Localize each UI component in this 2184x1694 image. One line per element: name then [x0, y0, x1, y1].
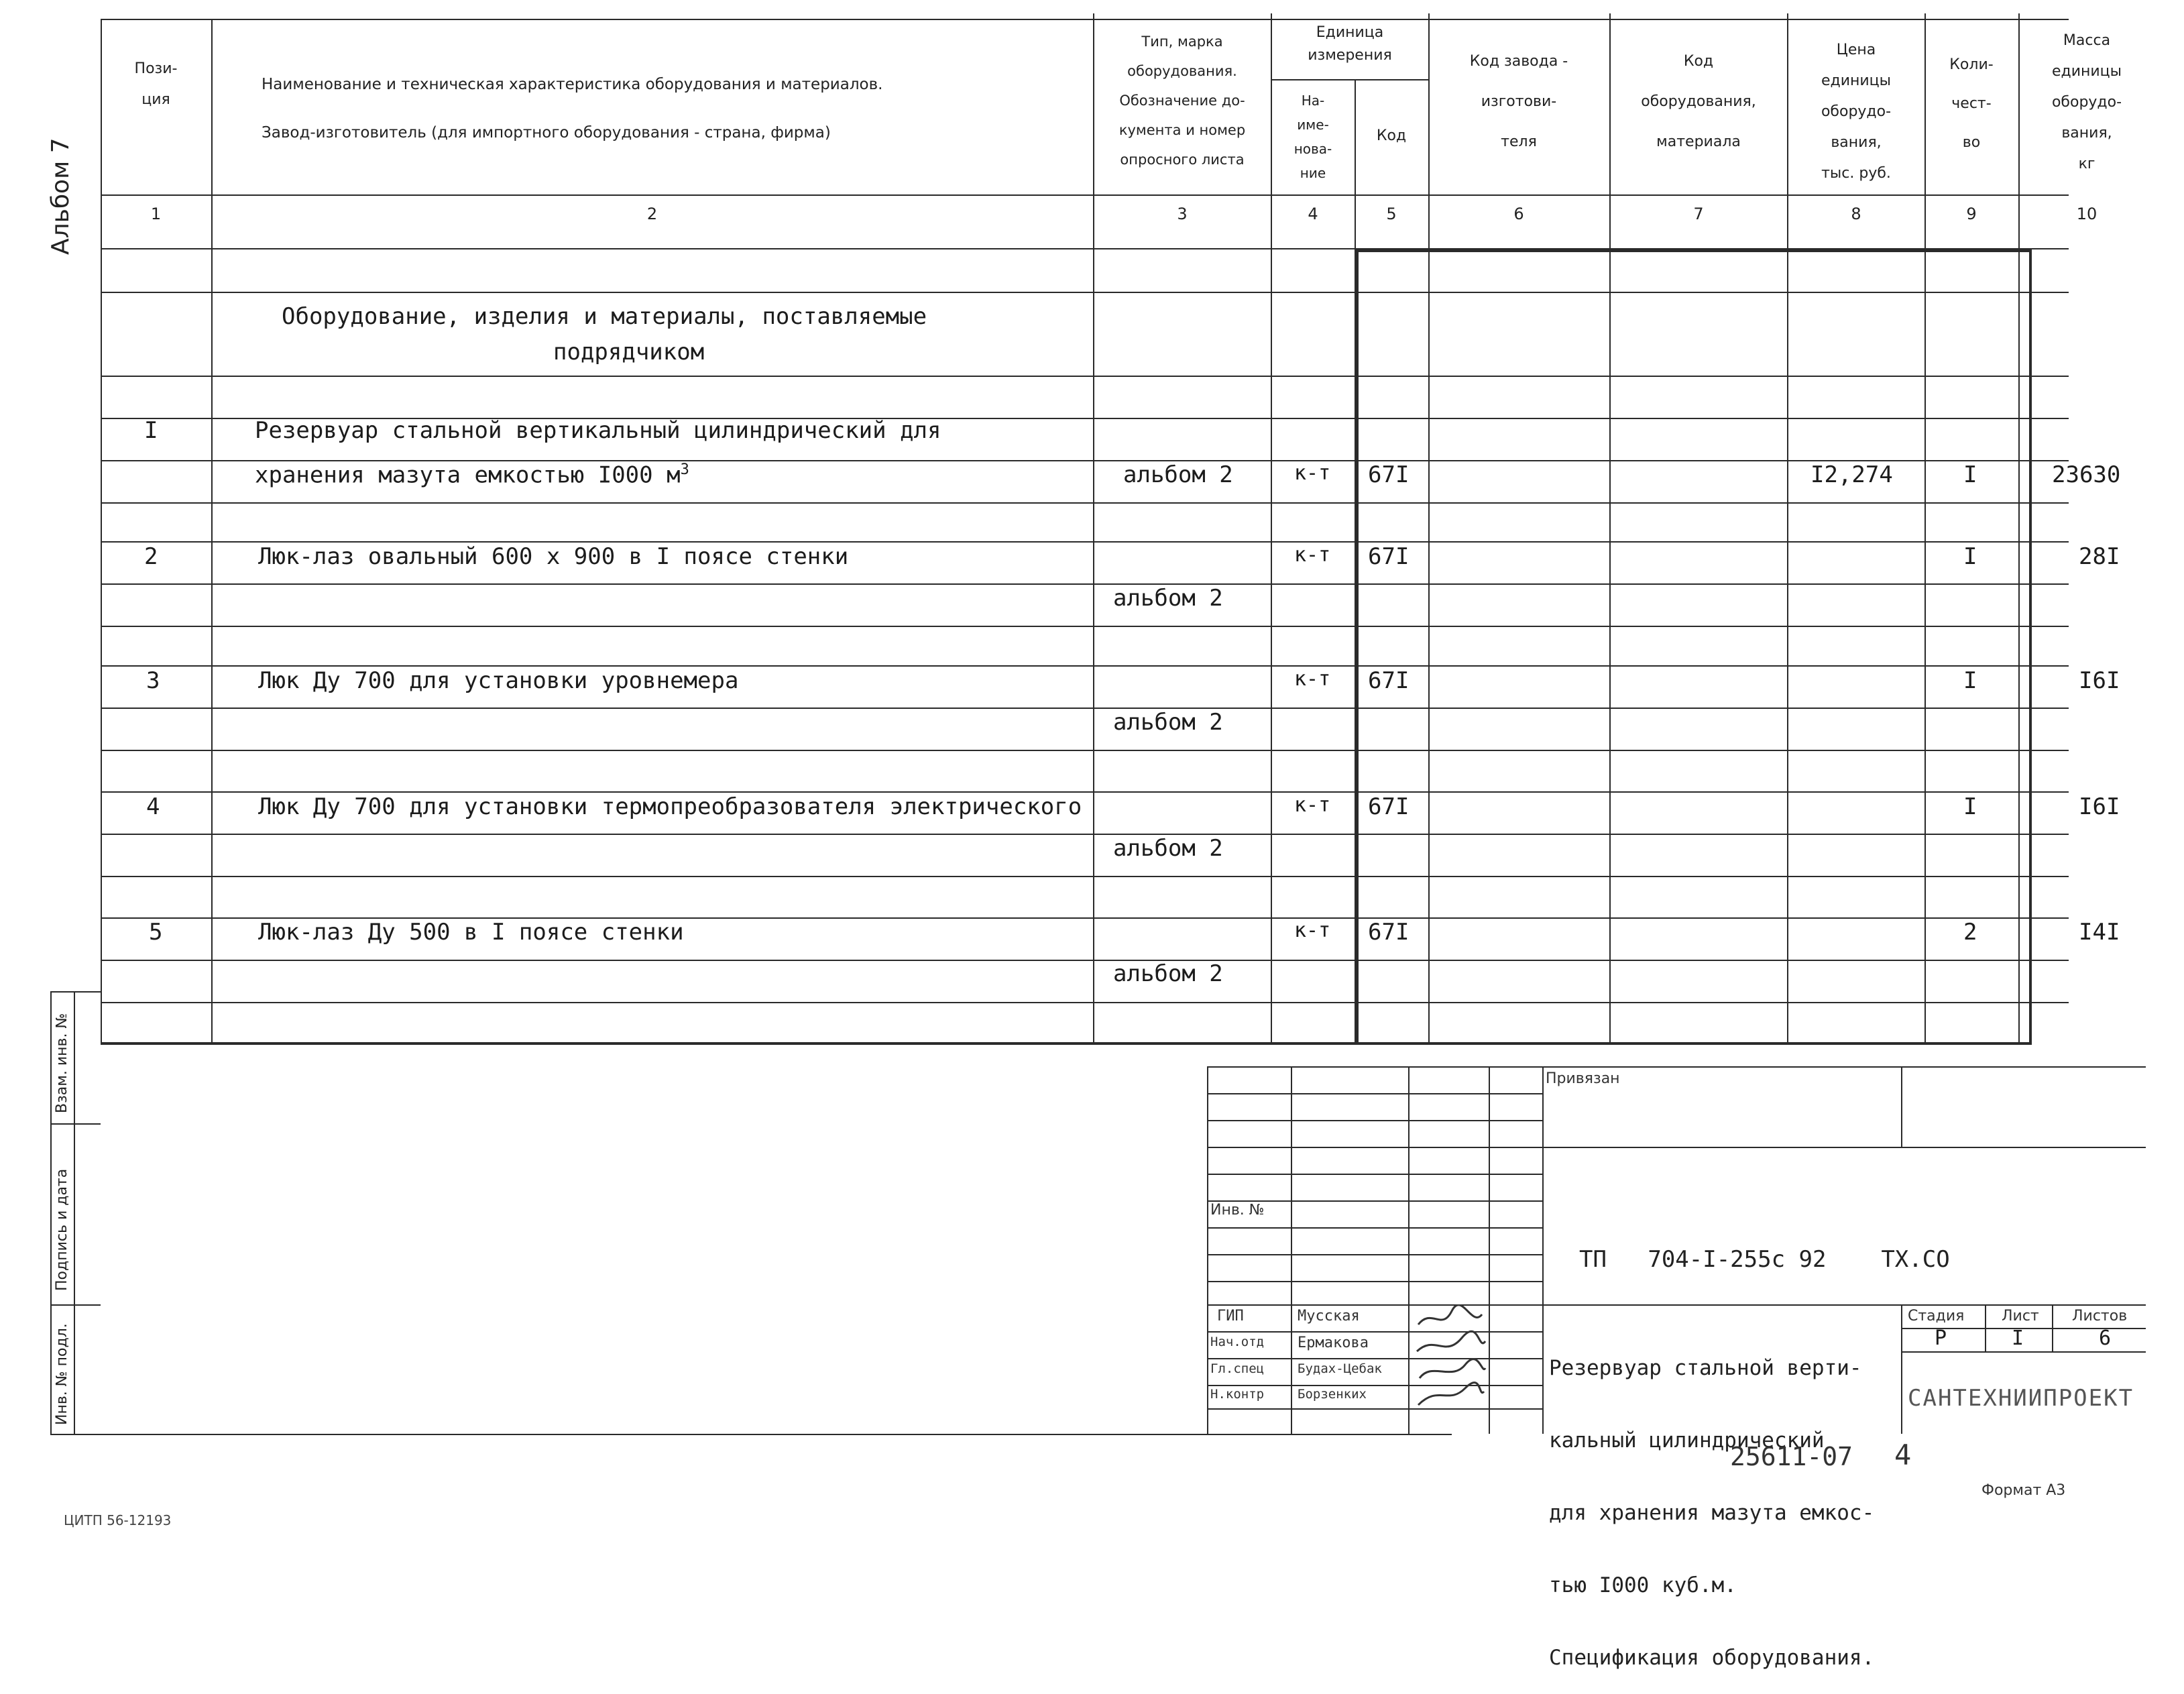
- header-line: име-: [1297, 117, 1329, 133]
- stamp-role: Нач.отд: [1210, 1335, 1265, 1349]
- row-quantity: I: [1963, 543, 1977, 570]
- row-unit: к-т: [1294, 543, 1331, 567]
- stamp-title-line: Резервуар стальной верти-: [1549, 1356, 1862, 1380]
- unit-group-border: [1271, 79, 1428, 80]
- stamp-role: Гл.спец: [1210, 1361, 1265, 1376]
- table-left-border: [101, 19, 102, 1045]
- stamp-title-line: для хранения мазута емкос-: [1549, 1501, 1875, 1525]
- stamp-divider: [1408, 1066, 1410, 1434]
- header-factory-code: [1430, 42, 1608, 162]
- row-line: [101, 541, 2069, 543]
- header-line: Обозначение до-: [1119, 93, 1245, 109]
- stamp-line: [1207, 1331, 1542, 1333]
- row-document: альбом 2: [1113, 709, 1223, 736]
- margin-label-replace: Взам. инв. №: [54, 1013, 70, 1113]
- margin-label-inventory: Инв. № подл.: [54, 1323, 70, 1425]
- column-number: 5: [1386, 205, 1397, 223]
- header-line: Код завода -: [1469, 53, 1568, 70]
- row-price: I2,274: [1811, 461, 1893, 488]
- stamp-line: [1207, 1385, 1542, 1386]
- row-code: 67I: [1368, 919, 1410, 946]
- header-line: кумента и номер: [1118, 122, 1246, 138]
- row-document: альбом 2: [1113, 835, 1223, 862]
- header-line: Наименование и техническая характеристика оборудования и материалов.: [262, 76, 883, 93]
- bottom-frame-line: [50, 1434, 1452, 1435]
- header-type: [1094, 27, 1270, 174]
- margin-border: [50, 991, 52, 1434]
- column-number: 2: [646, 205, 658, 223]
- row-unit: к-т: [1294, 667, 1331, 691]
- row-line: [101, 292, 2069, 293]
- header-line: материала: [1656, 133, 1741, 150]
- row-line: [101, 834, 2069, 835]
- stamp-line: [1207, 1358, 1542, 1359]
- stamp-sheet-label: Лист: [2002, 1308, 2039, 1324]
- row-line: [101, 502, 2069, 504]
- row-code: 67I: [1368, 793, 1410, 820]
- row-unit: к-т: [1294, 461, 1331, 485]
- stamp-divider: [1901, 1304, 1902, 1434]
- row-name: Резервуар стальной вертикальный цилиндрический для: [255, 417, 941, 444]
- header-line: ние: [1300, 165, 1326, 181]
- header-unit-name: [1272, 89, 1354, 185]
- row-position: I: [144, 417, 158, 444]
- row-mass: I6I: [2079, 667, 2120, 694]
- stamp-line: [1207, 1254, 1542, 1255]
- row-document: альбом 2: [1113, 585, 1223, 612]
- stamp-line: [1901, 1351, 2146, 1353]
- album-label: Альбом 7: [47, 137, 74, 255]
- stamp-role: ГИП: [1217, 1308, 1244, 1324]
- row-quantity: I: [1963, 461, 1977, 488]
- stamp-divider: [1542, 1066, 1544, 1434]
- bottom-left-code: ЦИТП 56-12193: [64, 1512, 172, 1528]
- header-line: во: [1962, 134, 1981, 151]
- column-number: 6: [1513, 205, 1524, 223]
- stamp-divider: [1901, 1066, 1902, 1147]
- stamp-title-line: тью I000 куб.м.: [1549, 1573, 1737, 1597]
- header-line: Завод-изготовитель (для импортного оборудования - страна, фирма): [262, 124, 831, 142]
- header-line: теля: [1501, 133, 1537, 150]
- row-line: [101, 583, 2069, 585]
- header-line: Тип, марка: [1141, 34, 1223, 50]
- header-line: Масса: [2063, 32, 2111, 49]
- stamp-divider: [1291, 1066, 1292, 1434]
- stamp-line: [1207, 1120, 1542, 1121]
- stamp-line: [1207, 1174, 1542, 1175]
- row-line: [101, 791, 2069, 793]
- stamp-person: Мусская: [1298, 1308, 1360, 1324]
- stamp-sheets-label: Листов: [2072, 1308, 2128, 1324]
- row-quantity: I: [1963, 793, 1977, 820]
- header-price: [1788, 35, 1924, 189]
- header-line: вания,: [1831, 134, 1882, 151]
- header-position: [104, 54, 208, 115]
- header-equipment-code: [1611, 42, 1786, 162]
- header-line: Пози-: [134, 60, 178, 77]
- row-quantity: I: [1963, 667, 1977, 694]
- stamp-line: [1542, 1147, 2146, 1148]
- row-line: [101, 376, 2069, 377]
- header-unit-group: [1272, 21, 1428, 67]
- signature-scribbles: [1412, 1304, 1489, 1412]
- col-divider: [1924, 13, 1926, 1045]
- header-mass: [2020, 25, 2154, 180]
- row-name: Люк Ду 700 для установки уровнемера: [258, 667, 739, 694]
- row-document: альбом 2: [1113, 960, 1223, 987]
- header-line: вания,: [2061, 125, 2112, 142]
- row-position: 5: [149, 919, 163, 946]
- column-number: 3: [1177, 205, 1188, 223]
- stamp-line: [1207, 1147, 1542, 1148]
- row-mass: 23630: [2052, 461, 2121, 488]
- stamp-line: [1207, 1093, 1542, 1094]
- row-line: [101, 665, 2069, 667]
- row-line: [101, 750, 2069, 751]
- header-name: [221, 60, 1127, 157]
- stamp-top: [1207, 1066, 2146, 1068]
- header-line: единицы: [1821, 72, 1892, 89]
- stamp-line: [1207, 1304, 2146, 1306]
- row-position: 2: [144, 543, 158, 570]
- header-line: Коли-: [1949, 56, 1994, 73]
- col-divider: [1428, 13, 1430, 1045]
- margin-border: [74, 991, 75, 1434]
- row-mass: I6I: [2079, 793, 2120, 820]
- margin-label-signature: Подпись и дата: [54, 1168, 70, 1291]
- col-divider: [211, 19, 213, 1045]
- organization-name: САНТЕХНИИПРОЕКТ: [1908, 1385, 2134, 1412]
- header-line: оборудо-: [2051, 94, 2122, 111]
- header-line: кг: [2078, 156, 2095, 172]
- header-line: опросного листа: [1120, 152, 1245, 168]
- page-number: 4: [1894, 1438, 1912, 1471]
- row-quantity: 2: [1963, 919, 1977, 946]
- margin-line: [50, 1123, 101, 1125]
- row-name-cont: [255, 461, 689, 488]
- row-name: Люк-лаз овальный 600 х 900 в I поясе стенки: [258, 543, 849, 570]
- row-unit: к-т: [1294, 919, 1331, 942]
- row-code: 67I: [1368, 543, 1410, 570]
- stamp-person: Ермакова: [1298, 1335, 1369, 1351]
- data-box-right: [2029, 249, 2032, 1045]
- col-divider: [1609, 13, 1611, 1045]
- stamp-divider: [1489, 1066, 1490, 1434]
- header-line: чест-: [1951, 95, 1992, 112]
- stamp-title: [1549, 1308, 1874, 1694]
- header-line: нова-: [1294, 141, 1332, 157]
- row-line: [101, 1002, 2069, 1003]
- row-name: Люк Ду 700 для установки термопреобразователя электрического: [258, 793, 1082, 820]
- header-line: тыс. руб.: [1821, 165, 1891, 182]
- stamp-line: [1207, 1408, 1542, 1410]
- header-unit-code: Код: [1376, 127, 1407, 144]
- superscript: 3: [680, 461, 689, 478]
- stamp-role: Н.контр: [1210, 1387, 1265, 1402]
- header-border: [101, 194, 2069, 196]
- header-line: На-: [1301, 93, 1325, 109]
- row-code: 67I: [1368, 461, 1410, 488]
- header-line: ция: [141, 91, 170, 108]
- row-document: альбом 2: [1123, 461, 1233, 488]
- section-title: Оборудование, изделия и материалы, поставляемые: [282, 303, 927, 330]
- table-top-border: [101, 19, 2069, 20]
- section-subtitle: подрядчиком: [553, 339, 705, 365]
- stamp-person: Борзенких: [1298, 1387, 1367, 1402]
- data-box-top: [1355, 249, 2032, 252]
- margin-line: [50, 1304, 101, 1306]
- row-code: 67I: [1368, 667, 1410, 694]
- data-box-left: [1356, 249, 1359, 1045]
- document-code: ТП 704-I-255с 92 ТХ.СО: [1579, 1246, 1950, 1273]
- row-line: [101, 960, 2069, 961]
- stamp-sheet: I: [2012, 1326, 2024, 1350]
- stamp-title-line: Спецификация оборудования.: [1549, 1646, 1875, 1670]
- drawing-number: 25611-07: [1730, 1442, 1853, 1471]
- header-line: оборудования,: [1641, 93, 1756, 110]
- row-name-text: хранения мазута емкостью I000 м: [255, 461, 681, 489]
- row-line: [101, 876, 2069, 877]
- stamp-privyazan: Привязан: [1546, 1070, 1620, 1087]
- column-number: 7: [1693, 205, 1704, 223]
- stamp-line: [1207, 1227, 1542, 1229]
- row-line: [101, 626, 2069, 627]
- header-line: измерения: [1308, 47, 1392, 64]
- stamp-person: Будах-Цебак: [1298, 1361, 1382, 1376]
- row-line: [101, 708, 2069, 709]
- stamp-title-line: кальный цилиндрический: [1549, 1428, 1825, 1453]
- row-name: Люк-лаз Ду 500 в I поясе стенки: [258, 919, 684, 946]
- column-number: 1: [150, 205, 162, 223]
- stamp-stage-label: Стадия: [1908, 1308, 1965, 1324]
- row-position: 3: [146, 667, 160, 694]
- stamp-line: [1207, 1281, 1542, 1282]
- header-line: единицы: [2051, 63, 2122, 80]
- row-position: 4: [146, 793, 160, 820]
- column-number: 4: [1308, 205, 1318, 223]
- table-bottom-border: [101, 1042, 2032, 1045]
- stamp-left: [1207, 1066, 1208, 1434]
- row-mass: 28I: [2079, 543, 2120, 570]
- row-mass: I4I: [2079, 919, 2120, 946]
- stamp-sheets: 6: [2099, 1326, 2112, 1350]
- format-label: Формат А3: [1981, 1482, 2066, 1499]
- header-line: изготови-: [1481, 93, 1557, 110]
- margin-line: [50, 991, 101, 993]
- column-number: 9: [1966, 205, 1977, 223]
- header-line: оборудования.: [1127, 63, 1237, 79]
- header-line: оборудо-: [1821, 103, 1892, 120]
- header-line: Единица: [1316, 24, 1384, 41]
- stamp-inv-number: Инв. №: [1210, 1202, 1265, 1219]
- header-line: Код: [1683, 53, 1714, 70]
- column-number: 10: [2076, 205, 2097, 223]
- stamp-stage: Р: [1935, 1326, 1947, 1350]
- column-number: 8: [1851, 205, 1861, 223]
- row-unit: к-т: [1294, 793, 1331, 817]
- header-line: Цена: [1836, 42, 1876, 58]
- header-qty: [1926, 46, 2017, 162]
